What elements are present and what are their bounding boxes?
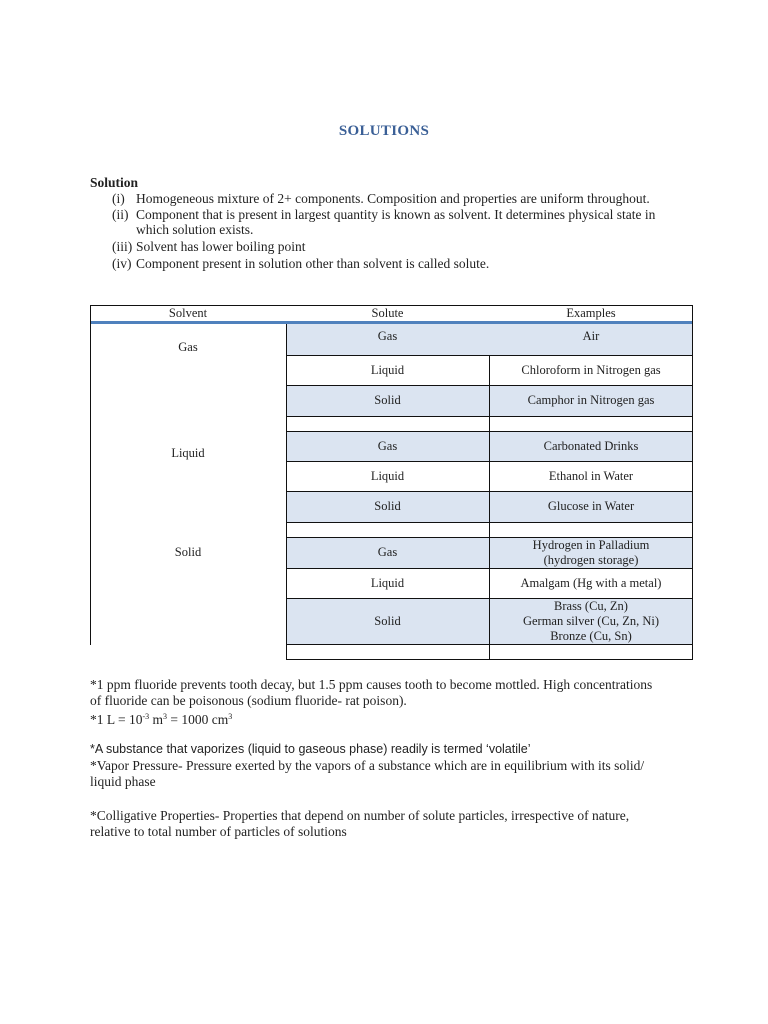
example-line: German silver (Cu, Zn, Ni) [522,613,660,628]
note-vapor-pressure [90,758,680,789]
list-item [112,239,672,254]
example-cell [489,537,693,568]
solute-cell: Gas [377,545,398,559]
list-item [112,256,672,271]
list-item-text: Homogeneous mixture of 2+ components. Composition and properties are uniform throughout. [136,191,650,206]
note-text: = 1000 cm [167,712,229,727]
example-line: (hydrogen storage) [543,552,639,567]
note-line: *1 ppm fluoride prevents tooth decay, but 1.5 ppm causes tooth to become mottled. High concentrations [90,677,653,692]
solute-cell: Liquid [370,575,405,590]
note-line: liquid phase [90,773,156,789]
solute-cell: Solid [374,393,401,407]
solute-cell: Solid [374,499,401,513]
note-fluoride [90,677,680,708]
list-item-text: Component that is present in largest quantity is known as solvent. It determines physical state in [136,207,656,222]
solute-cell: Gas [377,329,398,343]
solvent-liquid: Liquid [171,445,205,460]
note-litre [90,709,680,728]
note-colligative [90,808,680,839]
example-cell: Glucose in Water [547,499,635,513]
example-line: Bronze (Cu, Sn) [550,628,632,643]
solute-cell: Liquid [370,468,405,483]
example-cell [489,598,693,644]
list-item-number: (i) [112,191,125,206]
example-cell: Ethanol in Water [548,468,634,483]
solutions-table [90,305,693,660]
list-item-number: (iv) [112,256,132,271]
example-cell: Chloroform in Nitrogen gas [521,362,661,377]
solute-cell: Solid [374,613,401,628]
header-solvent: Solvent [168,305,208,320]
exponent: 3 [163,712,168,721]
header-solute: Solute [371,305,404,320]
list-item-number: (iii) [112,239,133,254]
header-examples: Examples [566,305,616,320]
example-line: Brass (Cu, Zn) [554,598,628,613]
note-line: of fluoride can be poisonous (sodium fluoride- rat poison). [90,692,407,708]
solvent-gas: Gas [178,339,198,354]
exponent: 3 [228,712,233,721]
solvent-solid: Solid [174,544,202,559]
list-item-number: (ii) [112,207,129,222]
solute-cell: Liquid [370,362,405,377]
list-item [112,207,672,237]
example-cell: Carbonated Drinks [543,438,639,453]
note-volatile [90,742,680,758]
note-text: m [149,712,164,727]
page-title: SOLUTIONS [338,123,430,139]
list-item-continuation: which solution exists. [136,222,254,237]
example-cell: Air [582,329,600,343]
note-line: *Vapor Pressure- Pressure exerted by the vapors of a substance which are in equilibrium with its solid/ [90,758,645,773]
list-item-text: Component present in solution other than solvent is called solute. [136,256,490,271]
note-line: relative to total number of particles of solutions [90,823,347,839]
example-cell: Amalgam (Hg with a metal) [520,575,662,590]
note-line: *Colligative Properties- Properties that depend on number of solute particles, irrespective of nature, [90,808,630,823]
section-heading: Solution [90,175,139,190]
example-cell: Camphor in Nitrogen gas [527,393,655,407]
solute-cell: Gas [377,438,398,453]
example-line: Hydrogen in Palladium [532,537,650,552]
note-text: *1 L = 10 [90,712,143,727]
exponent: -3 [142,712,150,721]
list-item-text: Solvent has lower boiling point [136,239,306,254]
note-line: *A substance that vaporizes (liquid to gaseous phase) readily is termed ‘volatile’ [90,742,531,756]
list-item [112,191,672,206]
table-border [90,305,91,645]
